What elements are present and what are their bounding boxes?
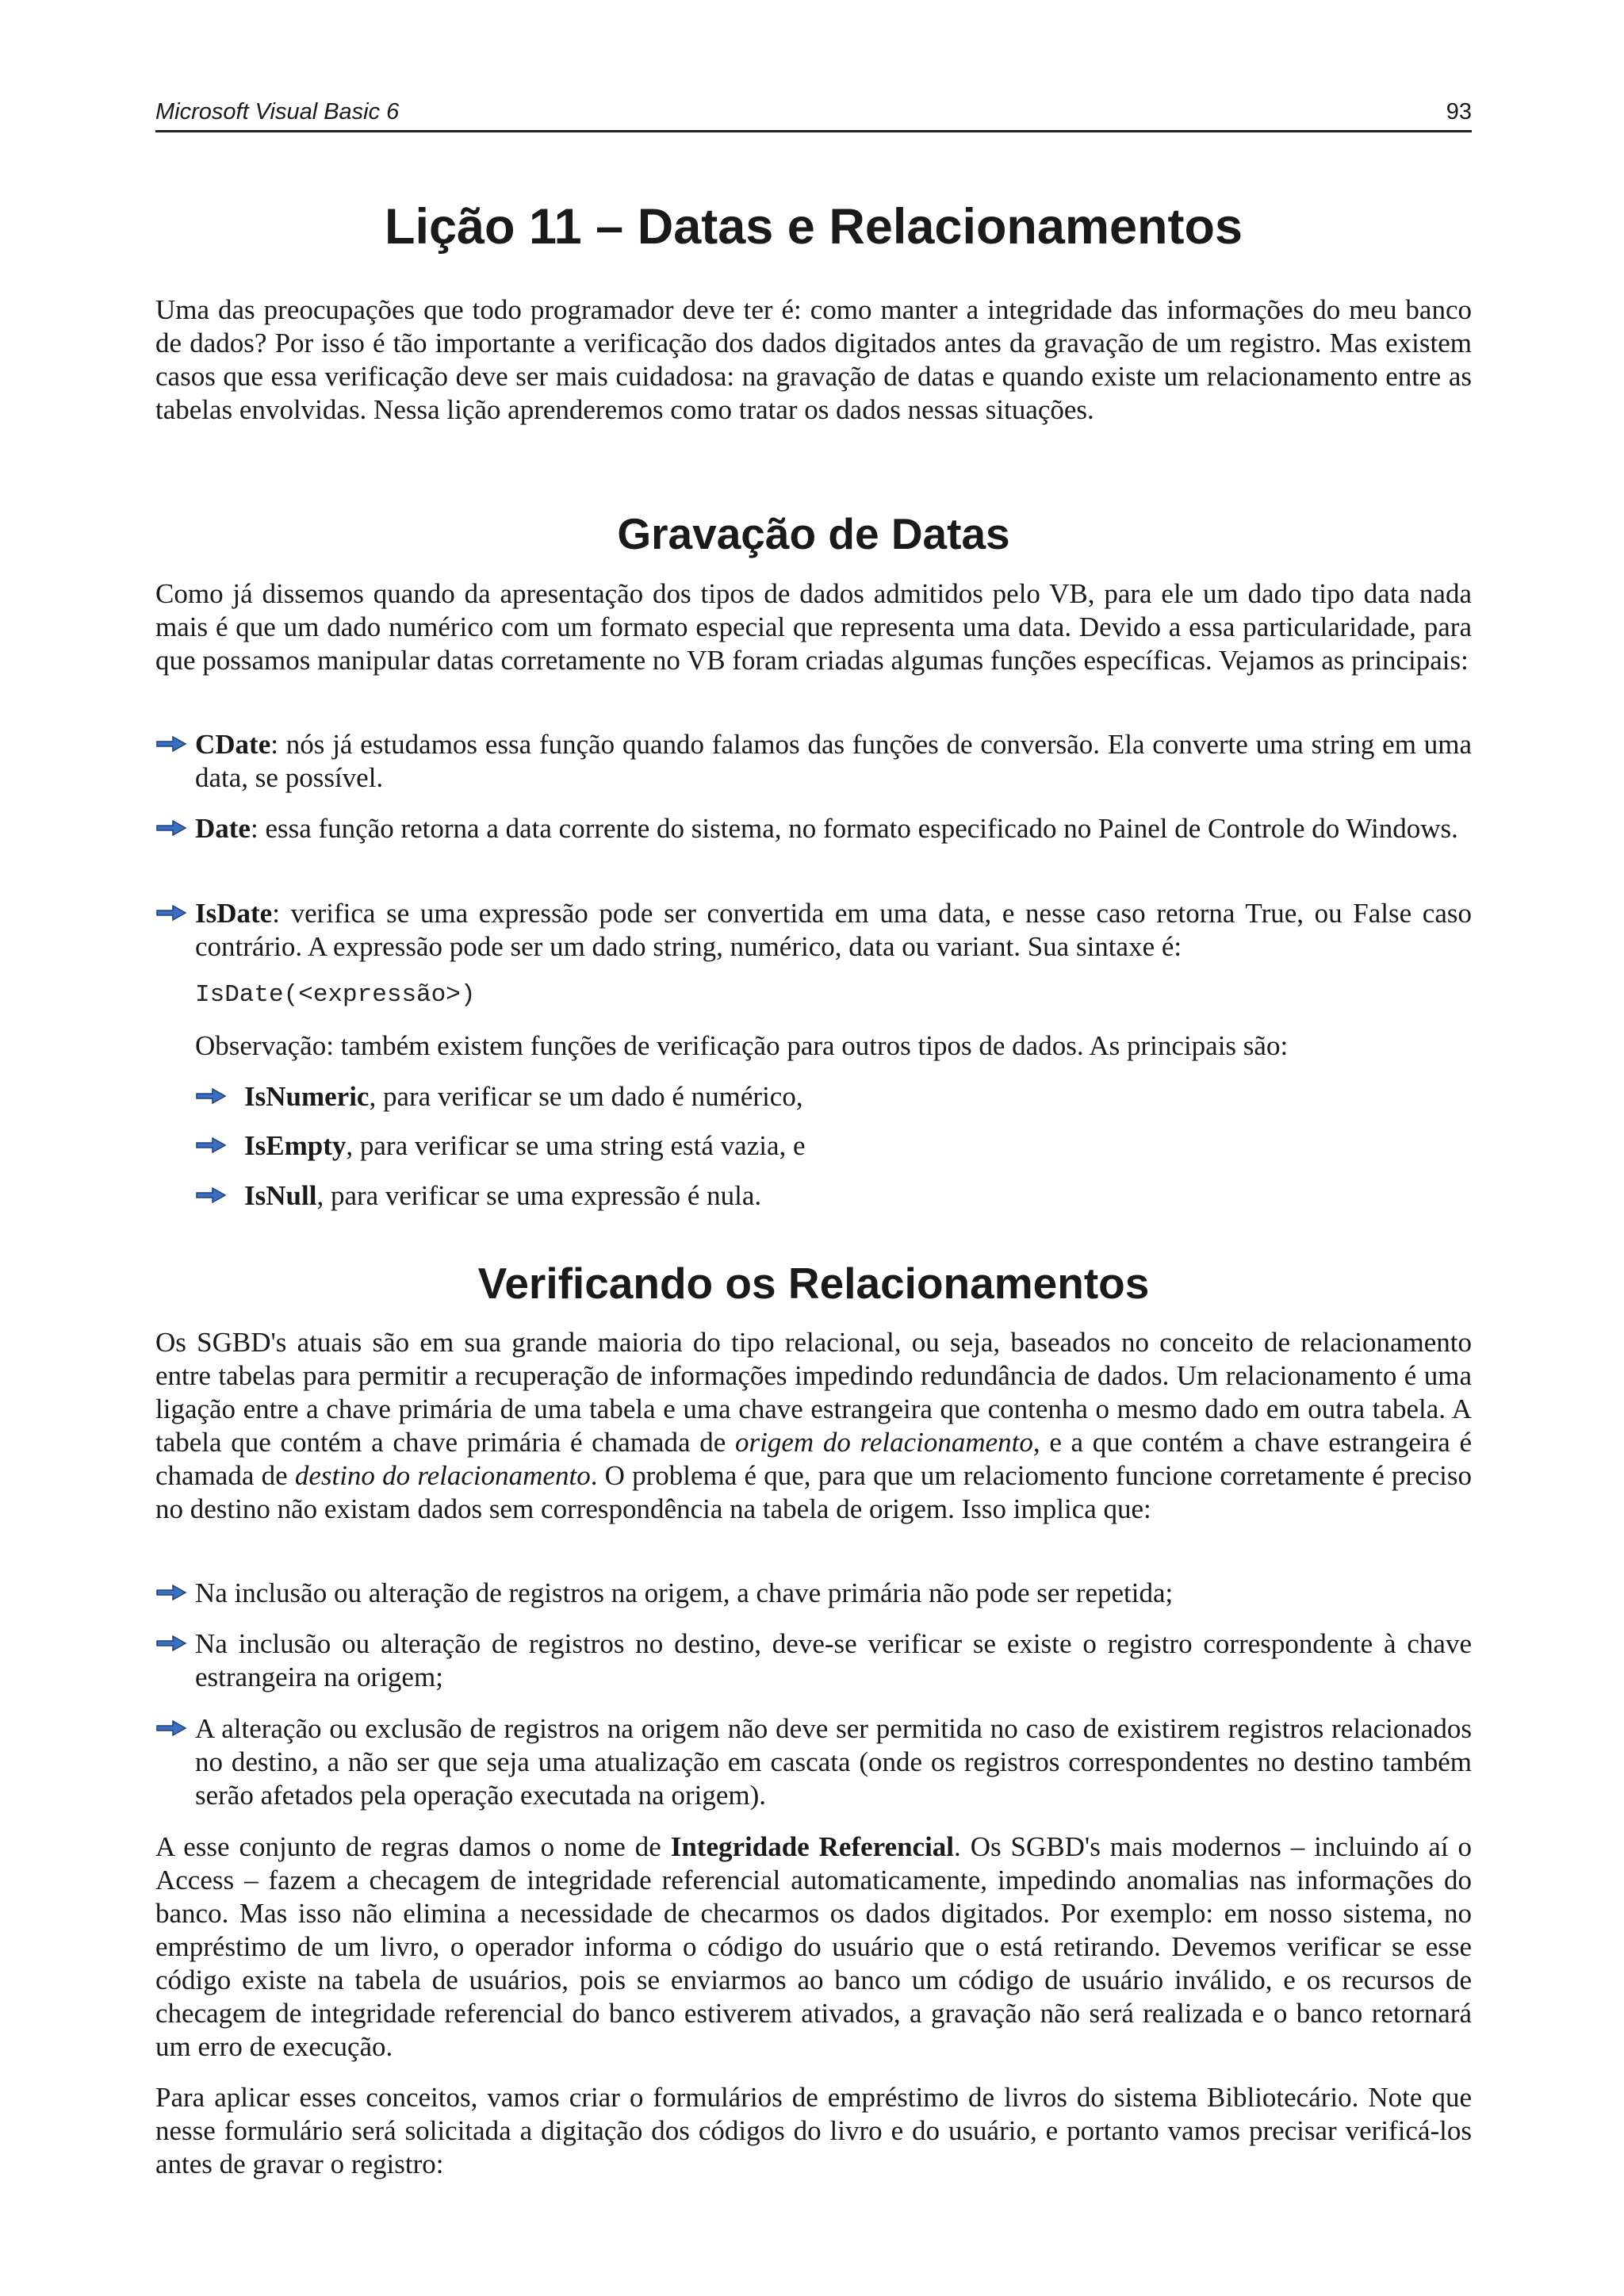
desc-isnumeric: , para verificar se um dado é numérico, xyxy=(369,1081,803,1112)
rule-text-3: A alteração ou exclusão de registros na origem não deve ser permitida no caso de existirem registros relacionados no destino, a não ser que seja uma atualização em cascata (onde os registros correspondentes no destino também serão afetados pela operação executada na origem). xyxy=(195,1713,1472,1811)
bullet-isdate xyxy=(155,897,1472,964)
rel-dest-term: destino do relacionamento xyxy=(294,1460,591,1491)
arrow-bullet-icon xyxy=(155,1583,187,1602)
arrow-bullet-icon xyxy=(195,1136,227,1155)
term-isdate: IsDate xyxy=(195,898,273,929)
term-isnumeric: IsNumeric xyxy=(244,1081,370,1112)
arrow-bullet-icon xyxy=(195,1087,227,1106)
sub-bullet-isnumeric xyxy=(195,1080,1472,1114)
desc-isdate: : verifica se uma expressão pode ser convertida em uma data, e nesse caso retorna True, ou False caso contrário. A expressão pode ser um dado string, numérico, data ou variant. Sua sintaxe é: xyxy=(195,898,1472,962)
desc-cdate: : nós já estudamos essa função quando falamos das funções de conversão. Ela converte uma string em uma data, se possível. xyxy=(195,729,1472,793)
arrow-bullet-icon xyxy=(155,903,187,922)
lesson-title: Lição 11 – Datas e Relacionamentos xyxy=(385,199,1243,255)
note-paragraph: Observação: também existem funções de verificação para outros tipos de dados. As principais são: xyxy=(195,1030,1289,1061)
rule-text-1: Na inclusão ou alteração de registros na origem, a chave primária não pode ser repetida; xyxy=(195,1577,1174,1608)
rel-origin-term: origem do relacionamento xyxy=(734,1427,1033,1458)
syntax-code: IsDate(<expressão>) xyxy=(195,981,476,1009)
desc-isnull: , para verificar se uma expressão é nula. xyxy=(316,1180,762,1211)
integrity-text-a: A esse conjunto de regras damos o nome de xyxy=(155,1831,671,1862)
dates-paragraph: Como já dissemos quando da apresentação dos tipos de dados admitidos pelo VB, para ele um dado tipo data nada mais é que um dado numérico com um formato especial que representa uma data. Devido a essa particularidade, para que possamos manipular datas corretamente no VB foram criadas algumas funções específicas. Vejamos as principais: xyxy=(155,578,1472,676)
term-cdate: CDate xyxy=(195,729,271,760)
arrow-bullet-icon xyxy=(155,818,187,838)
integrity-term: Integridade Referencial xyxy=(670,1831,955,1862)
section-heading-relationships: Verificando os Relacionamentos xyxy=(477,1259,1150,1308)
section-heading-dates: Gravação de Datas xyxy=(617,509,1010,558)
bullet-cdate xyxy=(155,728,1472,795)
rule-bullet-3 xyxy=(155,1712,1472,1812)
term-isnull: IsNull xyxy=(244,1180,317,1211)
rule-bullet-1 xyxy=(155,1577,1472,1610)
page-number: 93 xyxy=(1446,99,1472,125)
arrow-bullet-icon xyxy=(155,734,187,753)
rel-text-b: , e a que contém a chave estrangeira é chamada de xyxy=(155,1427,1472,1491)
relationships-paragraph xyxy=(155,1326,1472,1526)
page-header xyxy=(155,94,1472,132)
rule-bullet-2 xyxy=(155,1627,1472,1694)
rule-text-2: Na inclusão ou alteração de registros no destino, deve-se verificar se existe o registro correspondente à chave estrangeira na origem; xyxy=(195,1628,1472,1692)
arrow-bullet-icon xyxy=(155,1719,187,1738)
arrow-bullet-icon xyxy=(155,1634,187,1653)
sub-bullet-isempty xyxy=(195,1129,1472,1163)
desc-date: : essa função retorna a data corrente do sistema, no formato especificado no Painel de Controle do Windows. xyxy=(250,813,1458,844)
sub-bullet-isnull xyxy=(195,1179,1472,1213)
book-title: Microsoft Visual Basic 6 xyxy=(155,99,400,125)
intro-paragraph: Uma das preocupações que todo programador deve ter é: como manter a integridade das informações do meu banco de dados? Por isso é tão importante a verificação dos dados digitados antes da gravação de um registro. Mas existem casos que essa verificação deve ser mais cuidadosa: na gravação de datas e quando existe um relacionamento entre as tabelas envolvidas. Nessa lição aprenderemos como tratar os dados nessas situações. xyxy=(155,294,1472,425)
term-date: Date xyxy=(195,813,251,844)
bullet-date xyxy=(155,812,1472,845)
rel-text-a: Os SGBD's atuais são em sua grande maioria do tipo relacional, ou seja, baseados no conceito de relacionamento entre tabelas para permitir a recuperação de informações impedindo redundância de dados. Um relacionamento é uma ligação entre a chave primária de uma tabela e uma chave estrangeira que contenha o mesmo dado em outra tabela. A tabela que contém a chave primária é chamada de xyxy=(155,1327,1472,1458)
desc-isempty: , para verificar se uma string está vazia, e xyxy=(346,1130,806,1161)
rel-text-c: . O problema é que, para que um relaciomento funcione corretamente é preciso no destino não existam dados sem correspondência na tabela de origem. Isso implica que: xyxy=(155,1460,1473,1524)
term-isempty: IsEmpty xyxy=(244,1130,347,1161)
integrity-text-b: . Os SGBD's mais modernos – incluindo aí o Access – fazem a checagem de integridade referencial automaticamente, impedindo anomalias nas informações do banco. Mas isso não elimina a necessidade de checarmos os dados digitados. Por exemplo: em nosso sistema, no empréstimo de um livro, o operador informa o código do usuário que o está retirando. Devemos verificar se esse código existe na tabela de usuários, pois se enviarmos ao banco um código de usuário inválido, e os recursos de checagem de integridade referencial do banco estiverem ativados, a gravação não será realizada e o banco retornará um erro de execução. xyxy=(155,1831,1472,2062)
closing-paragraph: Para aplicar esses conceitos, vamos criar o formulários de empréstimo de livros do sistema Bibliotecário. Note que nesse formulário será solicitada a digitação dos códigos do livro e do usuário, e portanto vamos precisar verificá-los antes de gravar o registro: xyxy=(155,2082,1472,2179)
integrity-paragraph xyxy=(155,1830,1472,2064)
arrow-bullet-icon xyxy=(195,1186,227,1205)
